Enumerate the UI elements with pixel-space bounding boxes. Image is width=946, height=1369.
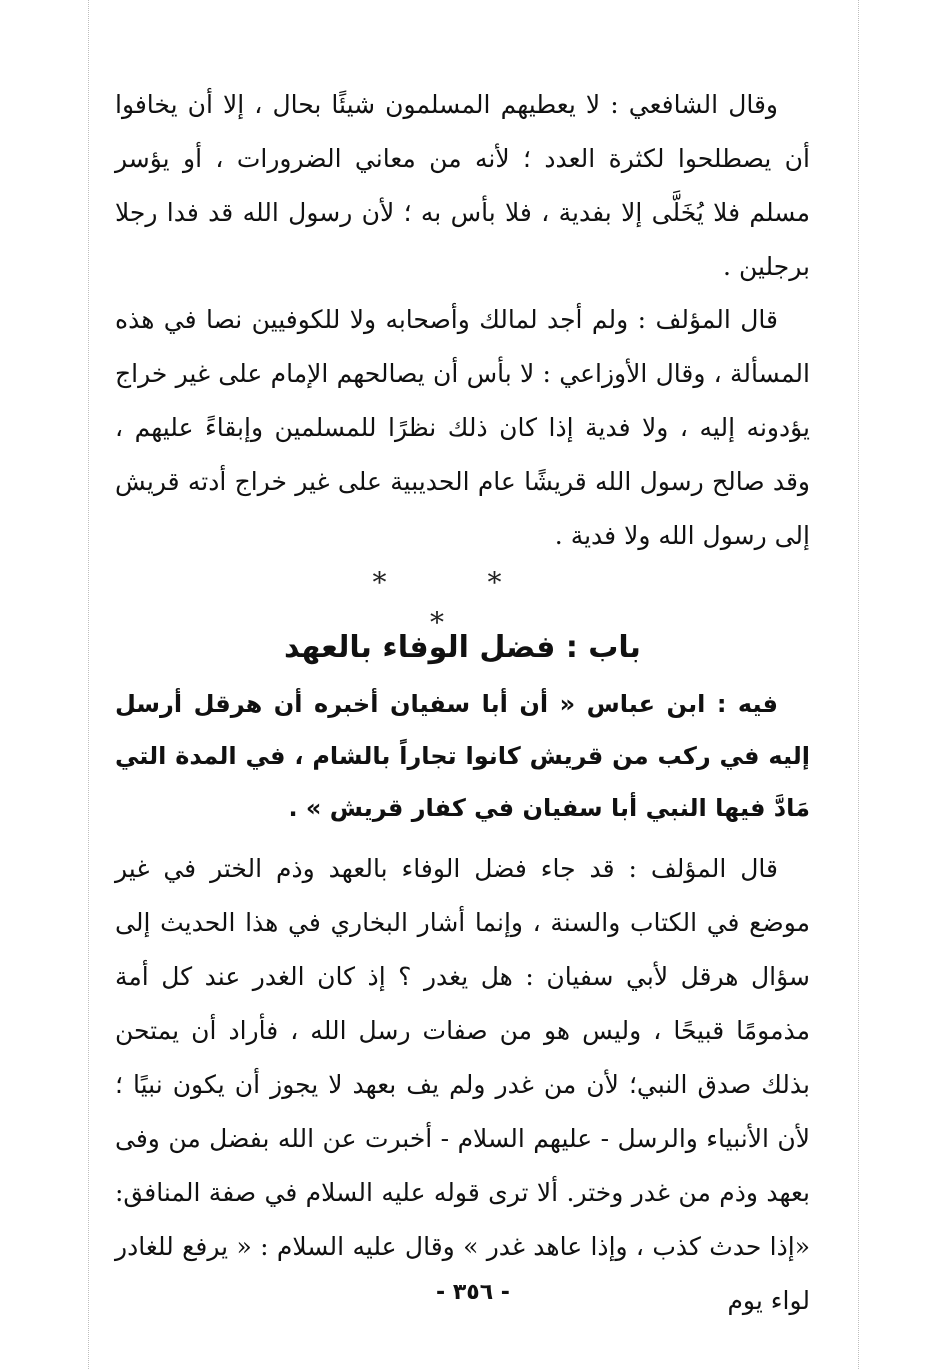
page-number: - ٣٥٦ - [436, 1280, 510, 1305]
paragraph-author-note [115, 293, 810, 563]
chapter-title: باب : فضل الوفاء بالعهد [284, 630, 641, 665]
section-separator: * * * [372, 566, 548, 639]
paragraph-commentary [115, 842, 810, 1328]
paragraph-text: قال المؤلف : ولم أجد لمالك وأصحابه ولا للكوفيين نصا في هذه المسألة ، وقال الأوزاعي : لا بأس أن يصالحهم الإمام على غير خراج يؤدونه إليه ، ولا فدية إذا كان ذلك نظرًا للمسلمين وإبقاءً عليهم ، وقد صالح رسول الله قريشًا عام الحديبية على غير خراج أدته قريش إلى رسول الله ولا فدية . [115, 305, 810, 550]
paragraph-text: وقال الشافعي : لا يعطيهم المسلمون شيئًا بحال ، إلا أن يخافوا أن يصطلحوا لكثرة العدد ؛ لأنه من معاني الضرورات ، أو يؤسر مسلم فلا يُخَلَّى إلا بفدية ، فلا بأس به ؛ لأن رسول الله قد فدا رجلا برجلين . [115, 90, 810, 281]
hadith-text: فيه : ابن عباس « أن أبا سفيان أخبره أن هرقل أرسل إليه في ركب من قريش كانوا تجاراً بالشام ، في المدة التي مَادَّ فيها النبي أبا سفيان في كفار قريش » . [115, 690, 810, 822]
paragraph-text: قال المؤلف : قد جاء فضل الوفاء بالعهد وذم الختر في غير موضع في الكتاب والسنة ، وإنما أشار البخاري في هذا الحديث إلى سؤال هرقل لأبي سفيان : هل يغدر ؟ إذ كان الغدر عند كل أمة مذمومًا قبيحًا ، وليس هو من صفات رسل الله ، فأراد أن يمتحن بذلك صدق النبي؛ لأن من غدر ولم يف بعهد لا يجوز أن يكون نبيًا ؛ لأن الأنبياء والرسل - عليهم السلام - أخبرت عن الله بفضل من وفى بعهد وذم من غدر وختر. ألا ترى قوله عليه السلام في صفة المنافق: «إذا حدث كذب ، وإذا عاهد غدر » وقال عليه السلام : « يرفع للغادر لواء يوم [115, 854, 810, 1315]
scan-edge-right [858, 0, 860, 1369]
paragraph-shafii [115, 78, 810, 294]
scan-edge-left [88, 0, 90, 1369]
